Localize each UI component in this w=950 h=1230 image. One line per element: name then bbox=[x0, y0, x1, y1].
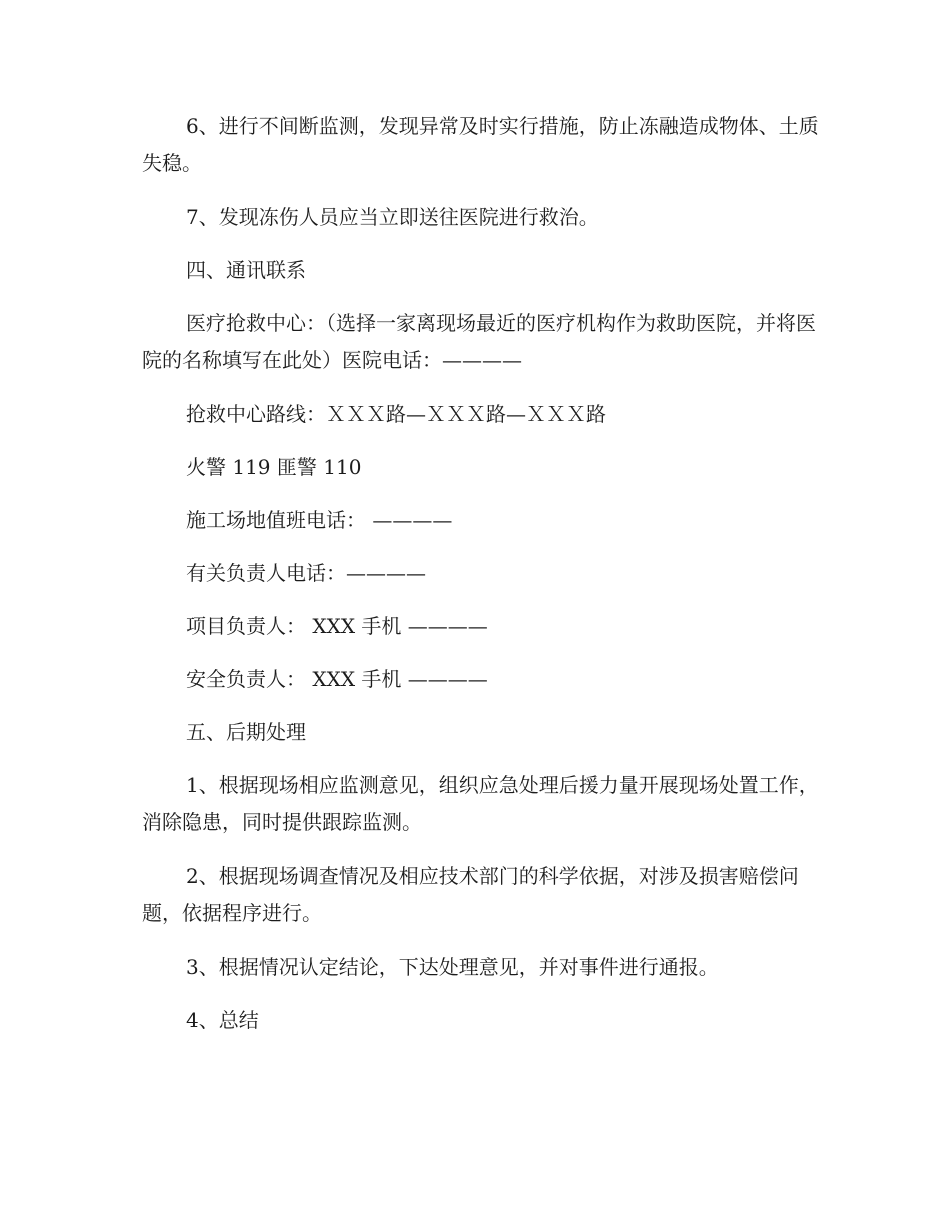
paragraph-medical-center: 医疗抢救中心：（选择一家离现场最近的医疗机构作为救助医院，并将医院的名称填写在此处）医院电话：———— bbox=[142, 311, 816, 372]
section-heading-aftermath: 五、后期处理 bbox=[186, 720, 306, 744]
paragraph-aftermath-4: 4、总结 bbox=[186, 1008, 259, 1032]
paragraph-aftermath-1: 1、根据现场相应监测意见，组织应急处理后援力量开展现场处置工作，消除隐患，同时提供跟踪监测。 bbox=[142, 773, 819, 834]
paragraph-monitoring: 6、进行不间断监测，发现异常及时实行措施，防止冻融造成物体、土质失稳。 bbox=[142, 114, 819, 175]
paragraph-rescue-route: 抢救中心路线：ＸＸＸ路—ＸＸＸ路—ＸＸＸ路 bbox=[186, 402, 606, 426]
paragraph-safety-manager: 安全负责人： XXX 手机 ———— bbox=[186, 667, 488, 691]
paragraph-aftermath-3: 3、根据情况认定结论，下达处理意见，并对事件进行通报。 bbox=[186, 955, 719, 979]
section-heading-communication: 四、通讯联系 bbox=[186, 258, 306, 282]
paragraph-site-duty-phone: 施工场地值班电话： ———— bbox=[186, 508, 453, 532]
paragraph-emergency-numbers: 火警 119 匪警 110 bbox=[186, 455, 362, 479]
paragraph-aftermath-2: 2、根据现场调查情况及相应技术部门的科学依据，对涉及损害赔偿问题，依据程序进行。 bbox=[142, 864, 799, 925]
paragraph-frostbite: 7、发现冻伤人员应当立即送往医院进行救治。 bbox=[186, 205, 599, 229]
paragraph-project-manager: 项目负责人： XXX 手机 ———— bbox=[186, 614, 488, 638]
paragraph-responsible-phone: 有关负责人电话：———— bbox=[186, 561, 426, 585]
